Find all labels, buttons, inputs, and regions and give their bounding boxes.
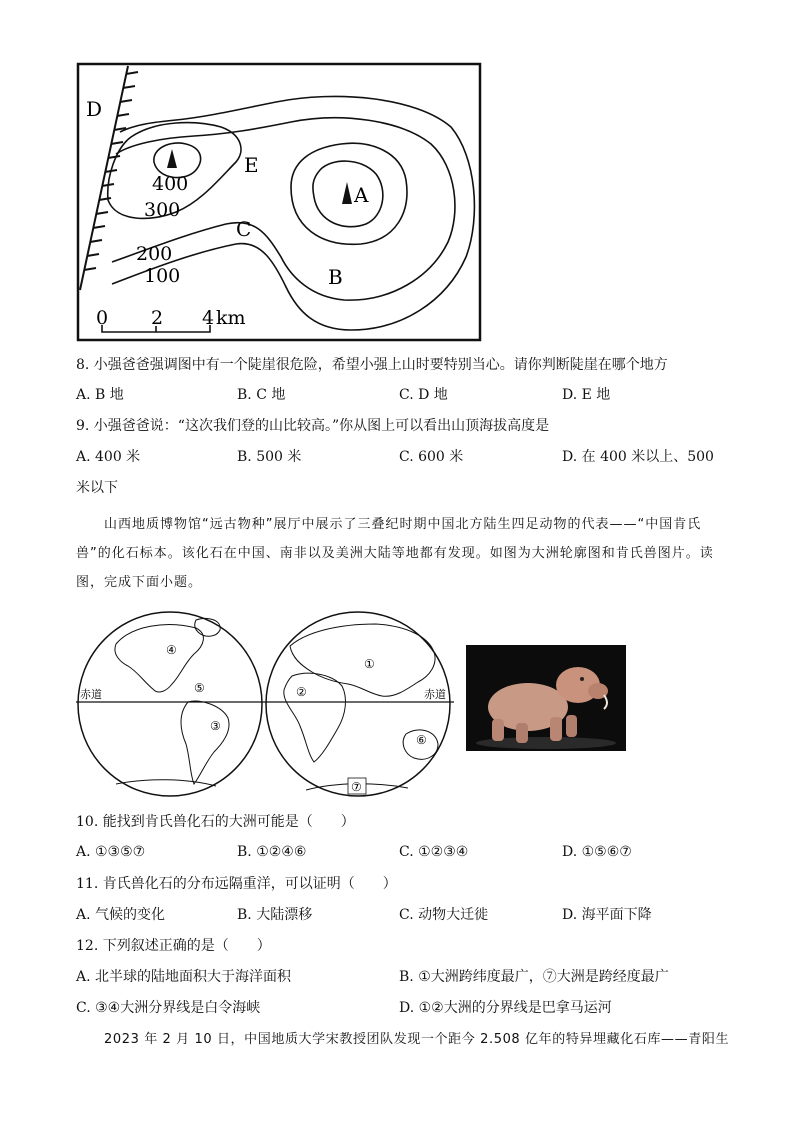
q9-option-a[interactable]: A. 400 米 xyxy=(76,449,141,465)
q11-option-d[interactable]: D. 海平面下降 xyxy=(562,907,652,923)
q12-option-b[interactable]: B. ①大洲跨纬度最广，⑦大洲是跨经度最广 xyxy=(399,969,669,985)
contour-label-400: 400 xyxy=(152,173,189,195)
contour-label-200: 200 xyxy=(136,243,173,265)
label-b: B xyxy=(328,265,343,289)
label-c: C xyxy=(236,217,252,241)
q10-option-c[interactable]: C. ①②③④ xyxy=(399,844,469,860)
continent-5: ⑤ xyxy=(194,681,205,695)
equator-label-right: 赤道 xyxy=(424,688,446,701)
q12-option-d[interactable]: D. ①②大洲的分界线是巴拿马运河 xyxy=(399,1000,612,1016)
continent-3: ③ xyxy=(210,719,221,733)
label-e: E xyxy=(244,153,259,177)
continent-2: ② xyxy=(296,685,307,699)
q9-option-b[interactable]: B. 500 米 xyxy=(237,449,302,465)
equator-label-left: 赤道 xyxy=(80,688,102,701)
q10-option-b[interactable]: B. ①②④⑥ xyxy=(237,844,307,860)
continent-7: ⑦ xyxy=(351,780,362,794)
q11-option-a[interactable]: A. 气候的变化 xyxy=(76,907,166,923)
question-12-stem: 12. 下列叙述正确的是（ ） xyxy=(76,938,271,954)
svg-text:2: 2 xyxy=(151,307,164,329)
q12-option-a[interactable]: A. 北半球的陆地面积大于海洋面积 xyxy=(76,969,292,985)
continent-4: ④ xyxy=(166,643,177,657)
q9-option-d-continuation: 米以下 xyxy=(76,480,118,496)
svg-text:km: km xyxy=(216,307,246,329)
continent-1: ① xyxy=(364,657,375,671)
kannemeyeria-photo xyxy=(466,645,626,751)
q9-option-d[interactable]: D. 在 400 米以上、500 xyxy=(562,449,714,465)
q8-option-d[interactable]: D. E 地 xyxy=(562,387,611,403)
question-9-stem: 9. 小强爸爸说：“这次我们登的山比较高。”你从图上可以看出山顶海拔高度是 xyxy=(76,418,550,434)
q8-option-c[interactable]: C. D 地 xyxy=(399,387,448,403)
question-11-stem: 11. 肯氏兽化石的分布远隔重洋，可以证明（ ） xyxy=(76,876,397,892)
western-hemisphere xyxy=(78,612,262,796)
eastern-hemisphere xyxy=(266,612,450,796)
map-frame xyxy=(78,64,480,340)
q8-option-a[interactable]: A. B 地 xyxy=(76,387,124,403)
q8-option-b[interactable]: B. C 地 xyxy=(237,387,286,403)
q11-option-c[interactable]: C. 动物大迁徙 xyxy=(399,907,489,923)
label-d: D xyxy=(86,97,103,121)
q9-option-c[interactable]: C. 600 米 xyxy=(399,449,464,465)
contour-map xyxy=(76,62,482,342)
svg-text:0: 0 xyxy=(96,307,109,329)
q10-option-d[interactable]: D. ①⑤⑥⑦ xyxy=(562,844,632,860)
intro-paragraph: 山西地质博物馆“远古物种”展厅中展示了三叠纪时期中国北方陆生四足动物的代表——“中国肯氏兽”的化石标本。该化石在中国、南非以及美洲大陆等地都有发现。如图为大洲轮廓图和肯氏兽图片。读图，完成下面小题。 xyxy=(76,517,714,590)
q12-option-c[interactable]: C. ③④大洲分界线是白令海峡 xyxy=(76,1000,261,1016)
contour-label-300: 300 xyxy=(144,199,181,221)
svg-text:4: 4 xyxy=(202,307,215,329)
label-a: A xyxy=(354,183,369,207)
next-passage-start: 2023 年 2 月 10 日，中国地质大学宋教授团队发现一个距今 2.508 亿年的特异埋藏化石库——青阳生 xyxy=(104,1032,730,1047)
q10-option-a[interactable]: A. ①③⑤⑦ xyxy=(76,844,146,860)
continent-6: ⑥ xyxy=(416,733,427,747)
world-hemispheres-map xyxy=(76,606,454,802)
question-10-stem: 10. 能找到肯氏兽化石的大洲可能是（ ） xyxy=(76,814,355,830)
q11-option-b[interactable]: B. 大陆漂移 xyxy=(237,907,313,923)
question-8-stem: 8. 小强爸爸强调图中有一个陡崖很危险，希望小强上山时要特别当心。请你判断陡崖在哪个地方 xyxy=(76,357,668,373)
contour-label-100: 100 xyxy=(144,265,181,287)
